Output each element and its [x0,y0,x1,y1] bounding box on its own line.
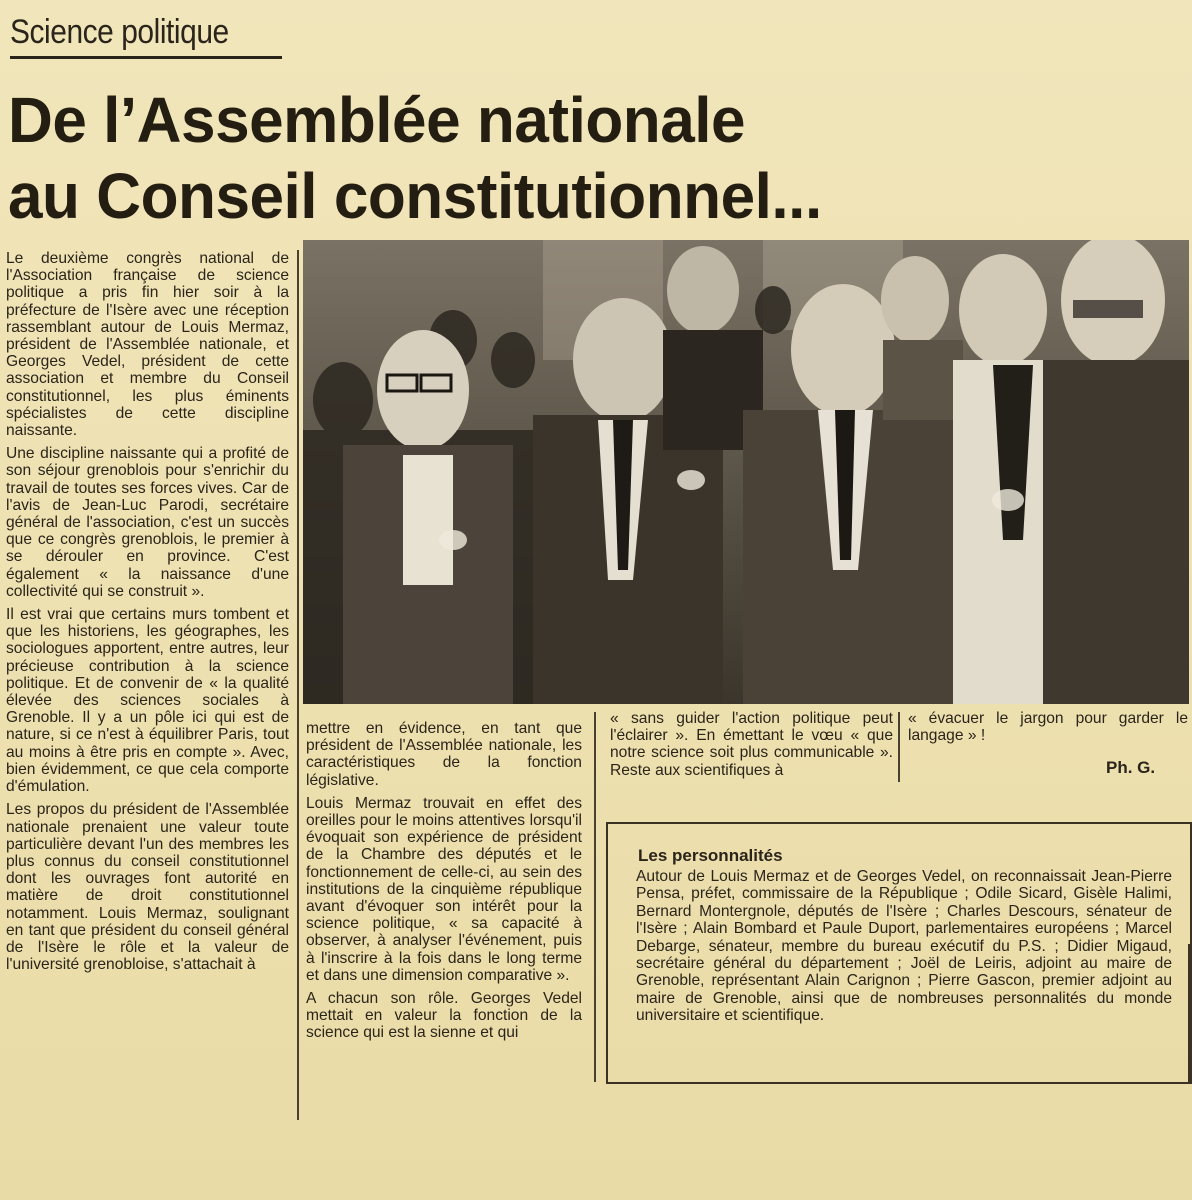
article-column-2 [306,720,582,1048]
author-signature: Ph. G. [1106,758,1156,777]
article-column-1 [6,250,289,979]
section-rubric [10,10,282,59]
column-divider [898,712,900,782]
reception-photo [303,240,1189,704]
article-column-4 [908,710,1188,750]
box-text: Autour de Louis Mermaz et de Georges Vedel, on reconnaissait Jean-Pierre Pensa, préfet, commissaire de la République ; Odile Sicard, Gisèle Halimi, Bernard Montergnole, députés de l'Isère ; Charles Descours, sénateur de l'Isère ; Alain Bombard et Paule Duport, parlementaires européens ; Marcel Debarge, sénateur, membre du bureau exécutif du P.S. ; Didier Migaud, secrétaire général du département ; Joël de Leiris, adjoint au maire de Grenoble, représentant Alain Carignon ; Pierre Gascon, premier adjoint au maire de Grenoble, ainsi que de nombreuses personnalités du monde universitaire et scientifique. [636,868,1172,1025]
box-title: Les personnalités [638,846,783,865]
column-divider [297,250,299,1120]
article-headline [8,82,1178,234]
photo-illustration [303,240,1189,704]
personalities-box [606,822,1192,1084]
headline-line-1: De l’Assemblée nationale [8,84,746,156]
column-divider [594,712,596,1082]
paragraph: A chacun son rôle. Georges Vedel mettait en valeur la fonction de la science qui est la sienne et qui [306,990,582,1042]
paragraph: mettre en évidence, en tant que président de l'Assemblée nationale, les caractéristiques de la fonction législative. [306,720,582,789]
paragraph: Une discipline naissante qui a profité de son séjour grenoblois pour s'enrichir du travail de toutes ses forces vives. Car de l'avis de Jean-Luc Parodi, secrétaire général de l'association, c'est un succès que ce congrès grenoblois, le premier à se dérouler en province. C'est également « la naissance d'une collectivité qui se construit ». [6,445,289,600]
paragraph: « évacuer le jargon pour garder le langage » ! [908,710,1188,745]
rubric-label: Science politique [10,13,229,51]
paragraph: Il est vrai que certains murs tombent et que les historiens, les géographes, les sociologues apportent, entre autres, leur précieuse contribution à la science politique. Et de convenir de « la qualité élevée des sciences sociales à Grenoble. Il y a un pôle ici qui est de nature, si ce n'est à équilibrer Paris, tout au moins à être pris en compte ». Avec, bien évidemment, ce que cela comporte d'émulation. [6,606,289,796]
headline-line-2: au Conseil constitutionnel... [8,160,822,232]
box-shadow-rule [1188,944,1192,1084]
article-column-3 [610,710,893,785]
paragraph: Les propos du président de l'Assemblée nationale prenaient une valeur toute particulière devant l'un des membres les plus connus du conseil constitutionnel dont les ouvrages font autorité en matière de droit constitutionnel notamment. Louis Mermaz, soulignant en tant que président du conseil général de l'Isère le rôle et la valeur de l'université grenobloise, s'attachait à [6,801,289,974]
paragraph: « sans guider l'action politique peut l'éclairer ». En émettant le vœu « que notre science soit plus communicable ». Reste aux scientifiques à [610,710,893,779]
paragraph: Le deuxième congrès national de l'Association française de science politique a pris fin hier soir à la préfecture de l'Isère avec une réception rassemblant autour de Louis Mermaz, président de l'Assemblée nationale, et Georges Vedel, président de cette association et membre du Conseil constitutionnel, les plus éminents spécialistes de cette discipline naissante. [6,250,289,440]
paragraph: Louis Mermaz trouvait en effet des oreilles pour le moins attentives lorsqu'il évoquait son expérience de président de la Chambre des députés et le fonctionnement de celle-ci, au sein des institutions de la cinquième république avant d'évoquer son intérêt pour la science politique, « sa capacité à observer, à analyser l'événement, puis à l'inscrire à la fois dans le long terme et dans une dimension comparative ». [306,794,582,984]
